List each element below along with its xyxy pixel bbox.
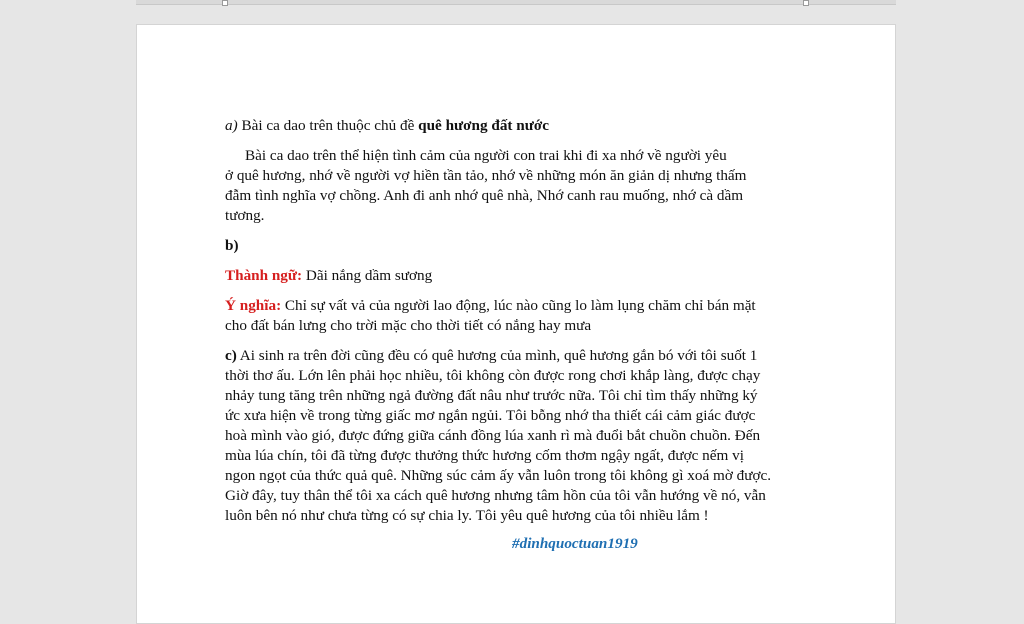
part-a-heading bbox=[225, 116, 815, 136]
document-body[interactable] bbox=[225, 116, 815, 554]
part-a-line: đẫm tình nghĩa vợ chồng. Anh đi anh nhớ quê nhà, Nhớ canh rau muống, nhớ cà dầm bbox=[225, 187, 744, 204]
part-a-line: tương. bbox=[225, 207, 265, 224]
ruler-strip bbox=[136, 0, 896, 5]
meaning-paragraph bbox=[225, 296, 815, 336]
part-c-marker: c) bbox=[225, 347, 237, 364]
author-signature: #dinhquoctuan1919 bbox=[512, 535, 638, 552]
document-page[interactable] bbox=[136, 24, 896, 624]
part-c-line: ức xưa hiện về trong từng giấc mơ ngắn ngủi. Tôi bỗng nhớ tha thiết cái cảm giác được bbox=[225, 407, 756, 424]
part-a-paragraph bbox=[225, 146, 815, 226]
part-a-topic: quê hương đất nước bbox=[418, 117, 550, 134]
part-a-marker: a) bbox=[225, 117, 238, 134]
part-c-line: mùa lúa chín, tôi đã từng được thưởng thức hương cốm thơm ngậy ngất, được nếm vị bbox=[225, 447, 744, 464]
part-c-line: luôn bên nó như chưa từng có sự chia ly. Tôi yêu quê hương của tôi nhiều lắm ! bbox=[225, 507, 709, 524]
part-c-paragraph bbox=[225, 346, 815, 526]
meaning-label: Ý nghĩa: bbox=[225, 297, 282, 314]
right-indent-marker[interactable] bbox=[803, 0, 809, 6]
idiom-label: Thành ngữ: bbox=[225, 267, 303, 284]
idiom-text: Dãi nắng dầm sương bbox=[302, 267, 433, 284]
part-a-intro: Bài ca dao trên thuộc chủ đề bbox=[237, 117, 419, 134]
part-b-marker: b) bbox=[225, 237, 239, 254]
left-indent-marker[interactable] bbox=[222, 0, 228, 6]
part-c-line: Ai sinh ra trên đời cũng đều có quê hương của mình, quê hương gắn bó với tôi suốt 1 bbox=[236, 347, 758, 364]
part-c-line: ngon ngọt của thức quả quê. Những súc cảm ấy vẫn luôn trong tôi không gì xoá mờ được. bbox=[225, 467, 772, 484]
meaning-line: Chỉ sự vất vả của người lao động, lúc nào cũng lo làm lụng chăm chỉ bán mặt bbox=[281, 297, 756, 314]
part-a-line: ở quê hương, nhớ về người vợ hiền tần tảo, nhớ về những món ăn giản dị nhưng thấm bbox=[225, 167, 747, 184]
part-c-line: nhảy tung tăng trên những ngả đường đất nâu như trước nữa. Tôi chỉ tìm thấy những ký bbox=[225, 387, 758, 404]
part-c-line: hoà mình vào gió, được đứng giữa cánh đồng lúa xanh rì mà đuổi bắt chuồn chuồn. Đến bbox=[225, 427, 761, 444]
idiom-line bbox=[225, 266, 815, 286]
meaning-line: cho đất bán lưng cho trời mặc cho thời tiết có nắng hay mưa bbox=[225, 317, 592, 334]
part-c-line: thời thơ ấu. Lớn lên phải học nhiều, tôi không còn được rong chơi khắp làng, được chạy bbox=[225, 367, 761, 384]
part-c-line: Giờ đây, tuy thân thể tôi xa cách quê hương nhưng tâm hồn của tôi vẫn hướng về nó, vẫn bbox=[225, 487, 766, 504]
part-a-line: Bài ca dao trên thể hiện tình cảm của người con trai khi đi xa nhớ về người yêu bbox=[245, 147, 727, 164]
